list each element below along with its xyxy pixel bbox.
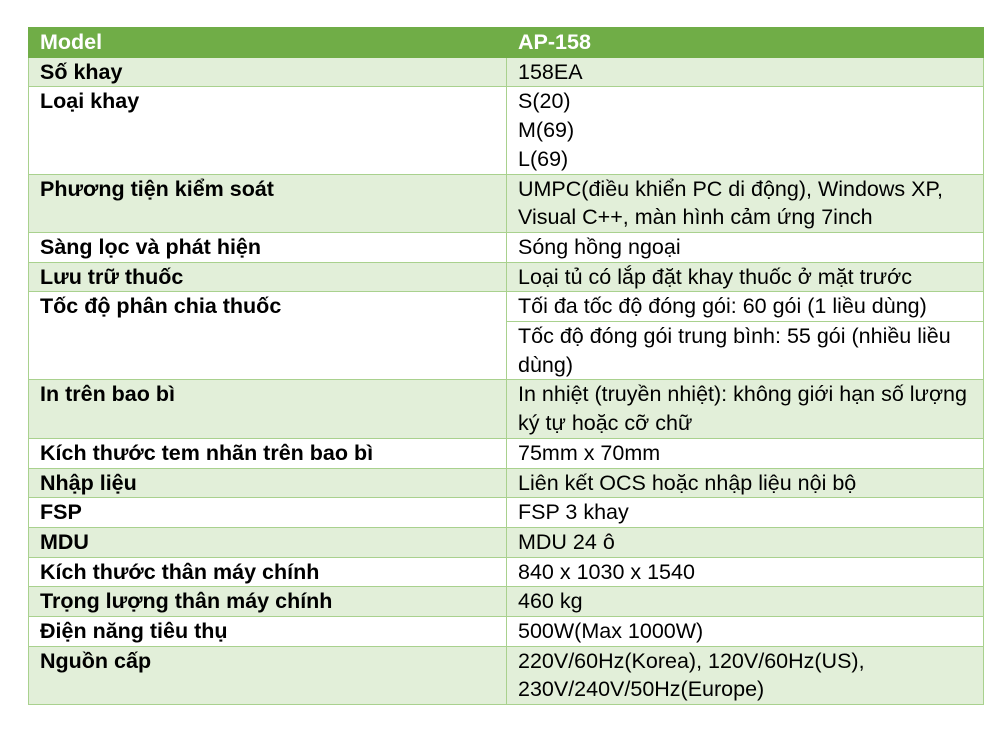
table-body (29, 57, 984, 704)
table-header-row (29, 28, 984, 58)
header-value-cell: AP-158 (507, 28, 984, 58)
row-value-cell: Loại tủ có lắp đặt khay thuốc ở mặt trước (507, 262, 984, 292)
row-label-cell: Tốc độ phân chia thuốc (29, 292, 507, 380)
header-label-cell: Model (29, 28, 507, 58)
row-label-cell: Trọng lượng thân máy chính (29, 587, 507, 617)
row-value-cell: MDU 24 ô (507, 527, 984, 557)
row-value-cell: 220V/60Hz(Korea), 120V/60Hz(US), 230V/240V/50Hz(Europe) (507, 646, 984, 704)
row-value-cell: 460 kg (507, 587, 984, 617)
row-label-cell: Kích thước thân máy chính (29, 557, 507, 587)
row-value-cell: 840 x 1030 x 1540 (507, 557, 984, 587)
row-value-cell: 75mm x 70mm (507, 438, 984, 468)
row-value-cell: Liên kết OCS hoặc nhập liệu nội bộ (507, 468, 984, 498)
table-row (29, 292, 984, 322)
row-label-cell: MDU (29, 527, 507, 557)
row-value-cell: In nhiệt (truyền nhiệt): không giới hạn số lượng ký tự hoặc cỡ chữ (507, 380, 984, 438)
row-label-cell: Nguồn cấp (29, 646, 507, 704)
row-value-cell: Tối đa tốc độ đóng gói: 60 gói (1 liều dùng) (507, 292, 984, 322)
row-label-cell: Số khay (29, 57, 507, 87)
table-row (29, 232, 984, 262)
table-row (29, 646, 984, 704)
row-value-cell: Sóng hồng ngoại (507, 232, 984, 262)
row-label-cell: Sàng lọc và phát hiện (29, 232, 507, 262)
row-label-cell: Lưu trữ thuốc (29, 262, 507, 292)
spec-table (28, 27, 984, 705)
table-row (29, 468, 984, 498)
table-row (29, 587, 984, 617)
row-value-cell: FSP 3 khay (507, 498, 984, 528)
table-row (29, 617, 984, 647)
table-row (29, 438, 984, 468)
row-label-cell: In trên bao bì (29, 380, 507, 438)
row-label-cell: FSP (29, 498, 507, 528)
row-value-cell: 158EA (507, 57, 984, 87)
row-label-cell: Loại khay (29, 87, 507, 174)
row-value-cell: Tốc độ đóng gói trung bình: 55 gói (nhiều liều dùng) (507, 322, 984, 380)
row-value-cell: S(20) M(69) L(69) (507, 87, 984, 174)
row-label-cell: Điện năng tiêu thụ (29, 617, 507, 647)
table-row (29, 380, 984, 438)
row-value-cell: 500W(Max 1000W) (507, 617, 984, 647)
row-label-cell: Phương tiện kiểm soát (29, 174, 507, 232)
row-label-cell: Kích thước tem nhãn trên bao bì (29, 438, 507, 468)
table-row (29, 87, 984, 174)
table-row (29, 557, 984, 587)
table-row (29, 174, 984, 232)
table-row (29, 498, 984, 528)
table-row (29, 57, 984, 87)
row-value-cell: UMPC(điều khiển PC di động), Windows XP, Visual C++, màn hình cảm ứng 7inch (507, 174, 984, 232)
table-row (29, 262, 984, 292)
table-row (29, 527, 984, 557)
row-label-cell: Nhập liệu (29, 468, 507, 498)
